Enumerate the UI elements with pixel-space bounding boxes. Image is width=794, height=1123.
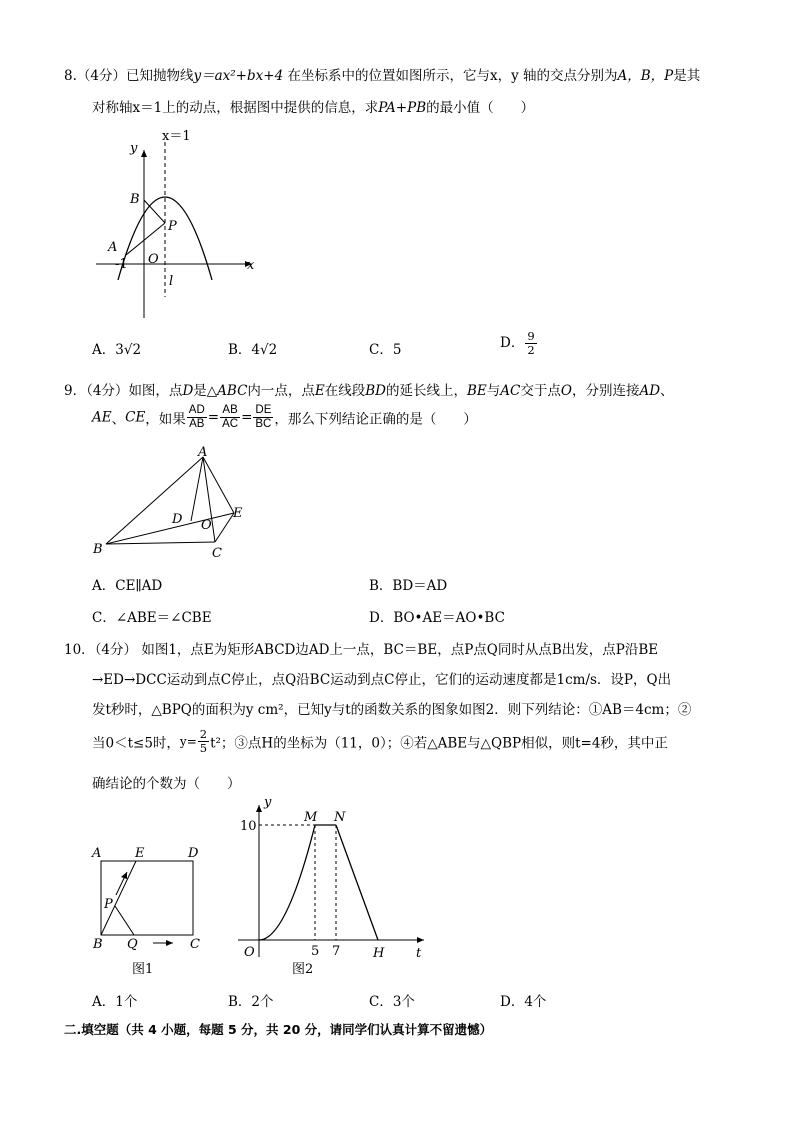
q10-option-a[interactable]: A．1个 bbox=[92, 994, 138, 1010]
q10-line4-y: y= bbox=[179, 734, 197, 749]
q9-fig-D: D bbox=[172, 512, 183, 527]
q8-score: （4分） bbox=[76, 68, 126, 84]
q9-fig-B: B bbox=[93, 542, 103, 557]
q9-text8: ，分别连接 bbox=[571, 383, 640, 399]
q9-number: 9． bbox=[64, 383, 87, 399]
q8-formula: y＝ax²+bx+4 bbox=[193, 68, 284, 84]
q10-fig1-B: B bbox=[93, 937, 103, 952]
q9-line2a: 、 bbox=[111, 411, 126, 428]
q10-fig2-M: M bbox=[304, 810, 318, 825]
q9-line2: AE、CE，如果 $\frac{AD}{AB}$ = $\frac{AB}{AC}$ = $\frac{DE}{BC}$ ，那么下列结论正确的是（ ） bbox=[92, 404, 477, 430]
q8-option-d[interactable] bbox=[500, 330, 538, 357]
q8-figure bbox=[96, 122, 266, 322]
q8-option-d-den: 2 bbox=[527, 343, 535, 357]
q8-line2-text: 对称轴x＝1上的动点，根据图中提供的信息，求 bbox=[92, 100, 379, 116]
q8-text2: 在坐标系中的位置如图所示，它与x，y 轴的交点分别为 bbox=[287, 68, 618, 84]
q9-figure bbox=[90, 445, 260, 565]
q10-fig2-O: O bbox=[244, 945, 255, 960]
q9-line2c: ，那么下列结论正确的是（ ） bbox=[274, 411, 477, 428]
q10-fig2-five: 5 bbox=[311, 944, 320, 959]
q8-pa-pb: PA+PB bbox=[378, 100, 427, 116]
q8-line2 bbox=[92, 96, 534, 116]
q10-option-b[interactable]: B．2个 bbox=[228, 994, 274, 1010]
q10-fig1-P: P bbox=[104, 897, 113, 912]
q9-frac-3: $\frac{DE}{BC}$ bbox=[255, 404, 272, 430]
q9-frac-1: $\frac{AD}{AB}$ bbox=[188, 404, 205, 430]
q10-score: （4分） bbox=[94, 642, 138, 658]
q10-number: 10． bbox=[64, 642, 95, 658]
q9-text5: 的延长线上， bbox=[386, 383, 468, 399]
q9-fig-E: E bbox=[233, 506, 243, 521]
q9-option-d[interactable]: D．BO•AE＝AO•BC bbox=[369, 610, 505, 626]
q9-text7: 交于点 bbox=[520, 383, 561, 399]
q8-fig-l: l bbox=[169, 274, 174, 289]
q8-fig-A: A bbox=[108, 240, 118, 255]
q8-fig-B: B bbox=[130, 192, 140, 207]
q10-fig1-caption: 图1 bbox=[132, 962, 154, 977]
q8-text1: 已知抛物线 bbox=[125, 68, 194, 84]
q10-line4 bbox=[92, 728, 668, 755]
q10-line4-t: t²；③点H的坐标为（11，0）；④若△ABE与△QBP相似，则t=4秒，其中正 bbox=[210, 735, 668, 752]
q10-fig1-C: C bbox=[190, 937, 200, 952]
q8-fig-O: O bbox=[148, 252, 159, 267]
q10-line5: 确结论的个数为（ ） bbox=[92, 776, 241, 792]
q9-text2: 是△ bbox=[193, 383, 218, 399]
q10-line1 bbox=[64, 638, 658, 658]
q10-fig1-D: D bbox=[188, 846, 199, 861]
q9-fig-O: O bbox=[201, 518, 212, 533]
q10-option-d[interactable]: D．4个 bbox=[500, 994, 547, 1010]
q9-fig-C: C bbox=[212, 546, 222, 561]
q10-line1-text: 如图1，点E为矩形ABCD边AD上一点，BC＝BE，点P点Q同时从点B出发，点P沿BE bbox=[141, 642, 659, 658]
q10-fig2-t: t bbox=[416, 946, 422, 961]
q8-fig-P: P bbox=[168, 219, 177, 234]
q9-fig-A: A bbox=[198, 445, 208, 460]
q10-line2: →ED→DCC运动到点C停止，点Q沿BC运动到点C停止，它们的运动速度都是1cm/s．设P，Q出 bbox=[92, 672, 672, 688]
q9-text1: 如图，点 bbox=[128, 383, 183, 399]
q10-fig2-y: y bbox=[264, 795, 272, 810]
q9-score: （4分） bbox=[86, 383, 129, 399]
q10-figure1 bbox=[88, 840, 218, 980]
q10-figure2 bbox=[230, 795, 430, 980]
q8-fig-y: y bbox=[130, 141, 138, 156]
q10-fig2-H: H bbox=[373, 946, 385, 961]
q10-fig2-N: N bbox=[334, 810, 346, 825]
q10-fig2-ten: 10 bbox=[240, 819, 257, 834]
q8-option-b[interactable]: B．4√2 bbox=[228, 342, 278, 358]
section-2-heading: 二.填空题（共 4 小题，每题 5 分，共 20 分，请同学们认真计算不留遗憾） bbox=[64, 1022, 493, 1037]
q10-line3: 发t秒时，△BPQ的面积为y cm²，已知y与t的函数关系的图象如图2．则下列结论：①AB＝4cm；② bbox=[92, 702, 692, 718]
q9-line1: 9．（4分）如图，点D是△ABC内一点，点E在线段BD的延长线上，BE与AC交于点O，分别连接AD、 bbox=[64, 383, 674, 399]
q10-fig2-caption: 图2 bbox=[292, 962, 314, 977]
q8-text3: 是其 bbox=[673, 68, 701, 84]
q9-text6: 与 bbox=[486, 383, 501, 399]
q8-option-a[interactable]: A．3√2 bbox=[92, 342, 142, 358]
q10-line4a: 当0＜t≤5时， bbox=[92, 735, 180, 752]
q8-fig-x1: x＝1 bbox=[162, 129, 191, 144]
q10-option-c[interactable]: C．3个 bbox=[369, 994, 415, 1010]
q9-line2b: ，如果 bbox=[145, 411, 186, 428]
q8-option-d-frac bbox=[525, 330, 536, 357]
q10-fig1-Q: Q bbox=[127, 937, 138, 952]
q9-frac-2: $\frac{AB}{AC}$ bbox=[222, 404, 239, 430]
q8-line1 bbox=[64, 64, 700, 84]
q8-fig-m1: -1 bbox=[115, 257, 128, 272]
q9-text4: 在线段 bbox=[324, 383, 366, 399]
q10-frac: $\frac{2}{5}$ bbox=[199, 727, 208, 755]
q10-fig2-seven: 7 bbox=[332, 944, 341, 959]
q10-fig1-A: A bbox=[92, 846, 102, 861]
q10-fig1-E: E bbox=[135, 846, 145, 861]
q9-option-b[interactable]: B．BD＝AD bbox=[369, 578, 448, 594]
q9-option-a[interactable]: A．CE∥AD bbox=[92, 578, 163, 594]
q8-option-d-label: D． bbox=[500, 335, 525, 351]
q8-points: A，B，P bbox=[617, 68, 674, 84]
q8-option-c[interactable]: C．5 bbox=[369, 342, 402, 358]
q9-option-c[interactable]: C．∠ABE＝∠CBE bbox=[92, 610, 212, 626]
q9-text3: 内一点，点 bbox=[247, 383, 315, 399]
q8-number: 8. bbox=[64, 68, 77, 84]
q8-line2b: 的最小值（ ） bbox=[426, 100, 535, 116]
q8-fig-x: x bbox=[247, 258, 255, 273]
q8-option-d-num: 9 bbox=[527, 329, 535, 343]
